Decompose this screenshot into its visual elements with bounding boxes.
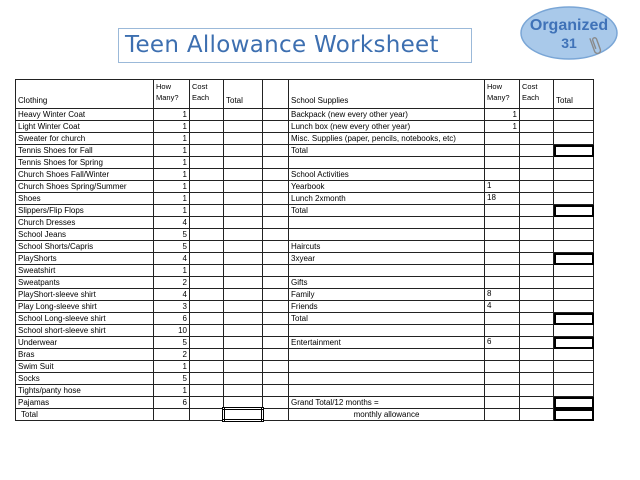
clothing-total[interactable] [224, 193, 263, 205]
expense-qty[interactable]: 1 [485, 181, 520, 193]
clothing-cost-each[interactable] [190, 121, 224, 133]
clothing-item: Shoes [16, 193, 154, 205]
clothing-total[interactable] [224, 181, 263, 193]
clothing-total[interactable] [224, 121, 263, 133]
clothing-cost-each[interactable] [190, 325, 224, 337]
cost-each-header: Cost Each [190, 80, 224, 109]
table-row [16, 217, 594, 229]
clothing-cost-each[interactable] [190, 157, 224, 169]
clothing-cost-each[interactable] [190, 337, 224, 349]
clothing-total[interactable] [224, 301, 263, 313]
expense-cost-each[interactable] [520, 169, 554, 181]
table-row [16, 289, 594, 301]
clothing-item: Sweater for church [16, 133, 154, 145]
expense-qty[interactable]: 1 [485, 109, 520, 121]
expense-item: Family [289, 289, 485, 301]
expense-qty[interactable]: 8 [485, 289, 520, 301]
clothing-cost-each[interactable] [190, 349, 224, 361]
expense-cost-each[interactable] [520, 229, 554, 241]
clothing-item: PlayShorts [16, 253, 154, 265]
clothing-total[interactable] [224, 145, 263, 157]
expense-item [289, 385, 485, 397]
clothing-total[interactable] [224, 349, 263, 361]
expense-cost-each[interactable] [520, 133, 554, 145]
expense-cost-each[interactable] [520, 361, 554, 373]
spacer-cell [263, 265, 289, 277]
spacer-cell [263, 313, 289, 325]
spacer-cell [263, 253, 289, 265]
clothing-cost-each[interactable] [190, 133, 224, 145]
expense-qty[interactable] [485, 133, 520, 145]
footer-qty-cell-right [485, 409, 520, 421]
spacer-cell [263, 169, 289, 181]
spacer-cell [263, 241, 289, 253]
table-row [16, 145, 594, 157]
expense-cost-each[interactable] [520, 373, 554, 385]
expense-cost-each[interactable] [520, 337, 554, 349]
spacer-cell [263, 289, 289, 301]
spacer-cell [263, 229, 289, 241]
clothing-qty[interactable]: 5 [154, 241, 190, 253]
expense-item: Entertainment [289, 337, 485, 349]
clothing-qty[interactable]: 1 [154, 265, 190, 277]
clothing-item: Church Shoes Fall/Winter [16, 169, 154, 181]
clothing-total[interactable] [224, 361, 263, 373]
table-row [16, 385, 594, 397]
clothing-qty[interactable]: 1 [154, 133, 190, 145]
expense-item [289, 361, 485, 373]
expense-cost-each[interactable] [520, 289, 554, 301]
clothing-qty[interactable]: 1 [154, 193, 190, 205]
clothing-total[interactable] [224, 385, 263, 397]
table-row [16, 265, 594, 277]
clothing-cost-each[interactable] [190, 313, 224, 325]
clothing-qty[interactable]: 6 [154, 313, 190, 325]
expense-item [289, 157, 485, 169]
expense-qty[interactable] [485, 325, 520, 337]
clothing-qty[interactable]: 4 [154, 253, 190, 265]
table-row [16, 397, 594, 409]
clothing-item: School Long-sleeve shirt [16, 313, 154, 325]
table-row [16, 325, 594, 337]
footer-total-label: Total [16, 409, 154, 421]
table-row [16, 253, 594, 265]
clothing-total[interactable] [224, 205, 263, 217]
expense-item: Yearbook [289, 181, 485, 193]
expense-total[interactable] [554, 205, 594, 217]
clothing-item: Church Shoes Spring/Summer [16, 181, 154, 193]
clothing-item: Slippers/Flip Flops [16, 205, 154, 217]
clothing-qty[interactable]: 1 [154, 181, 190, 193]
monthly-allowance-label: monthly allowance [289, 409, 485, 421]
spacer-cell [263, 361, 289, 373]
table-row [16, 229, 594, 241]
clothing-qty[interactable]: 1 [154, 121, 190, 133]
expense-cost-each[interactable] [520, 253, 554, 265]
expense-qty[interactable] [485, 361, 520, 373]
clothing-item: PlayShort-sleeve shirt [16, 289, 154, 301]
clothing-total[interactable] [224, 253, 263, 265]
expense-item: Friends [289, 301, 485, 313]
spacer-cell [263, 301, 289, 313]
spacer-cell [263, 121, 289, 133]
expense-qty[interactable] [485, 277, 520, 289]
clothing-total[interactable] [224, 397, 263, 409]
spacer-cell [263, 349, 289, 361]
clothing-qty[interactable]: 5 [154, 337, 190, 349]
spacer-cell [263, 157, 289, 169]
clothing-item: School Shorts/Capris [16, 241, 154, 253]
clothing-qty[interactable]: 1 [154, 145, 190, 157]
clothing-qty[interactable]: 1 [154, 109, 190, 121]
clothing-total[interactable] [224, 229, 263, 241]
expense-item: Backpack (new every other year) [289, 109, 485, 121]
clothing-item: Tights/panty hose [16, 385, 154, 397]
clothing-item: Tennis Shoes for Fall [16, 145, 154, 157]
expense-qty[interactable]: 1 [485, 121, 520, 133]
expense-item: 3xyear [289, 253, 485, 265]
expense-item: Gifts [289, 277, 485, 289]
clothing-cost-each[interactable] [190, 169, 224, 181]
clothing-header: Clothing [16, 80, 154, 109]
table-row [16, 361, 594, 373]
clothing-qty[interactable]: 3 [154, 301, 190, 313]
expense-cost-each[interactable] [520, 193, 554, 205]
spacer-cell [263, 80, 289, 109]
expense-item: Misc. Supplies (paper, pencils, notebooks, etc) [289, 133, 485, 145]
expense-item: Total [289, 145, 485, 157]
expense-total[interactable] [554, 265, 594, 277]
table-row [16, 133, 594, 145]
clothing-cost-each[interactable] [190, 205, 224, 217]
expense-total[interactable] [554, 325, 594, 337]
expense-total[interactable] [554, 145, 594, 157]
expense-cost-each[interactable] [520, 301, 554, 313]
clothing-item: Heavy Winter Coat [16, 109, 154, 121]
total-header-right: Total [554, 80, 594, 109]
clothing-cost-each[interactable] [190, 253, 224, 265]
clothing-item: Light Winter Coat [16, 121, 154, 133]
total-header: Total [224, 80, 263, 109]
expense-total[interactable] [554, 229, 594, 241]
expense-total[interactable] [554, 241, 594, 253]
expense-cost-each[interactable] [520, 241, 554, 253]
table-row [16, 313, 594, 325]
clothing-qty[interactable]: 2 [154, 349, 190, 361]
expense-total[interactable] [554, 361, 594, 373]
expense-total[interactable] [554, 193, 594, 205]
table-row [16, 169, 594, 181]
clothing-total[interactable] [224, 289, 263, 301]
expense-total[interactable] [554, 277, 594, 289]
table-row [16, 241, 594, 253]
expense-qty[interactable] [485, 157, 520, 169]
clothing-cost-each[interactable] [190, 193, 224, 205]
how-many-header-right: How Many? [485, 80, 520, 109]
clothing-cost-each[interactable] [190, 397, 224, 409]
expense-item [289, 229, 485, 241]
clothing-total[interactable] [224, 277, 263, 289]
footer-row [16, 409, 594, 421]
clothing-total[interactable] [224, 373, 263, 385]
clothing-qty[interactable]: 1 [154, 157, 190, 169]
expense-qty[interactable]: 18 [485, 193, 520, 205]
expense-cost-each[interactable] [520, 397, 554, 409]
expense-total[interactable] [554, 301, 594, 313]
expense-qty[interactable] [485, 145, 520, 157]
table-row [16, 109, 594, 121]
clothing-qty[interactable]: 5 [154, 373, 190, 385]
expense-total[interactable] [554, 169, 594, 181]
expense-total[interactable] [554, 373, 594, 385]
expense-total[interactable] [554, 253, 594, 265]
spacer-cell [263, 385, 289, 397]
monthly-allowance-cell[interactable] [554, 409, 594, 421]
cost-each-header-right: Cost Each [520, 80, 554, 109]
clothing-qty[interactable]: 1 [154, 205, 190, 217]
table-row [16, 349, 594, 361]
table-row [16, 157, 594, 169]
clothing-item: Socks [16, 373, 154, 385]
footer-cost-cell-right [520, 409, 554, 421]
expense-total[interactable] [554, 289, 594, 301]
expense-qty[interactable] [485, 253, 520, 265]
clothing-qty[interactable]: 6 [154, 397, 190, 409]
expense-total[interactable] [554, 109, 594, 121]
clothing-total[interactable] [224, 157, 263, 169]
header-row [16, 80, 594, 109]
expense-total[interactable] [554, 181, 594, 193]
footer-cost-cell [190, 409, 224, 421]
clothing-total[interactable] [224, 265, 263, 277]
clothing-total-cell[interactable] [224, 409, 263, 421]
table-row [16, 181, 594, 193]
clothing-item: Pajamas [16, 397, 154, 409]
expense-qty[interactable] [485, 349, 520, 361]
expense-item: Total [289, 205, 485, 217]
school-supplies-header: School Supplies [289, 80, 485, 109]
clothing-cost-each[interactable] [190, 229, 224, 241]
expense-cost-each[interactable] [520, 157, 554, 169]
clothing-qty[interactable]: 4 [154, 289, 190, 301]
spacer-cell [263, 337, 289, 349]
expense-cost-each[interactable] [520, 217, 554, 229]
clothing-item: Bras [16, 349, 154, 361]
expense-qty[interactable] [485, 205, 520, 217]
clothing-item: Sweatshirt [16, 265, 154, 277]
expense-item [289, 265, 485, 277]
expense-item: Lunch 2xmonth [289, 193, 485, 205]
clothing-cost-each[interactable] [190, 241, 224, 253]
expense-total[interactable] [554, 217, 594, 229]
expense-qty[interactable] [485, 217, 520, 229]
expense-qty[interactable]: 4 [485, 301, 520, 313]
expense-total[interactable] [554, 313, 594, 325]
expense-item [289, 349, 485, 361]
title-box [118, 28, 472, 63]
spacer-cell [263, 133, 289, 145]
expense-total[interactable] [554, 385, 594, 397]
table-row [16, 301, 594, 313]
clothing-total[interactable] [224, 325, 263, 337]
spacer-cell [263, 181, 289, 193]
worksheet-table [15, 79, 594, 422]
expense-cost-each[interactable] [520, 205, 554, 217]
expense-total[interactable] [554, 133, 594, 145]
clothing-total[interactable] [224, 241, 263, 253]
clothing-cost-each[interactable] [190, 277, 224, 289]
clothing-item: Church Dresses [16, 217, 154, 229]
table-row [16, 205, 594, 217]
table-row [16, 337, 594, 349]
clothing-item: School short-sleeve shirt [16, 325, 154, 337]
expense-item: Total [289, 313, 485, 325]
clothing-qty[interactable]: 4 [154, 217, 190, 229]
expense-qty[interactable] [485, 313, 520, 325]
expense-qty[interactable] [485, 373, 520, 385]
clothing-qty[interactable]: 1 [154, 385, 190, 397]
expense-cost-each[interactable] [520, 313, 554, 325]
expense-qty[interactable] [485, 169, 520, 181]
clothing-item: Play Long-sleeve shirt [16, 301, 154, 313]
clothing-cost-each[interactable] [190, 301, 224, 313]
clothing-cost-each[interactable] [190, 289, 224, 301]
expense-item [289, 217, 485, 229]
expense-cost-each[interactable] [520, 109, 554, 121]
table-row [16, 193, 594, 205]
expense-total[interactable] [554, 157, 594, 169]
expense-cost-each[interactable] [520, 385, 554, 397]
organized-31-logo [519, 5, 619, 63]
logo-line1: Organized [529, 17, 609, 34]
expense-cost-each[interactable] [520, 349, 554, 361]
spacer-cell [263, 409, 289, 421]
clothing-item: Underwear [16, 337, 154, 349]
spacer-cell [263, 373, 289, 385]
spacer-cell [263, 217, 289, 229]
clothing-item: Swim Suit [16, 361, 154, 373]
expense-item: Grand Total/12 months = [289, 397, 485, 409]
expense-qty[interactable] [485, 265, 520, 277]
expense-qty[interactable] [485, 385, 520, 397]
how-many-header: How Many? [154, 80, 190, 109]
expense-cost-each[interactable] [520, 121, 554, 133]
clothing-item: Tennis Shoes for Spring [16, 157, 154, 169]
clothing-item: Sweatpants [16, 277, 154, 289]
spacer-cell [263, 205, 289, 217]
expense-cost-each[interactable] [520, 325, 554, 337]
clothing-cost-each[interactable] [190, 217, 224, 229]
expense-item: Haircuts [289, 241, 485, 253]
expense-cost-each[interactable] [520, 181, 554, 193]
logo-line2: 31 [561, 35, 577, 51]
clothing-total[interactable] [224, 313, 263, 325]
expense-item [289, 325, 485, 337]
table-row [16, 373, 594, 385]
spacer-cell [263, 193, 289, 205]
footer-qty-cell [154, 409, 190, 421]
table-row [16, 121, 594, 133]
expense-item: School Activities [289, 169, 485, 181]
spacer-cell [263, 397, 289, 409]
expense-total[interactable] [554, 349, 594, 361]
spacer-cell [263, 109, 289, 121]
expense-cost-each[interactable] [520, 277, 554, 289]
expense-qty[interactable] [485, 241, 520, 253]
expense-item [289, 373, 485, 385]
clothing-cost-each[interactable] [190, 385, 224, 397]
expense-total[interactable] [554, 397, 594, 409]
clothing-cost-each[interactable] [190, 265, 224, 277]
expense-cost-each[interactable] [520, 145, 554, 157]
expense-cost-each[interactable] [520, 265, 554, 277]
spacer-cell [263, 277, 289, 289]
clothing-total[interactable] [224, 133, 263, 145]
clothing-cost-each[interactable] [190, 145, 224, 157]
clothing-cost-each[interactable] [190, 181, 224, 193]
clothing-qty[interactable]: 5 [154, 229, 190, 241]
page-title: Teen Allowance Worksheet [125, 32, 439, 58]
expense-qty[interactable]: 6 [485, 337, 520, 349]
spacer-cell [263, 325, 289, 337]
expense-total[interactable] [554, 337, 594, 349]
clothing-total[interactable] [224, 337, 263, 349]
clothing-qty[interactable]: 1 [154, 169, 190, 181]
clothing-qty[interactable]: 10 [154, 325, 190, 337]
expense-qty[interactable] [485, 397, 520, 409]
clothing-total[interactable] [224, 169, 263, 181]
clothing-item: School Jeans [16, 229, 154, 241]
clothing-cost-each[interactable] [190, 373, 224, 385]
clothing-qty[interactable]: 1 [154, 361, 190, 373]
clothing-total[interactable] [224, 217, 263, 229]
spacer-cell [263, 145, 289, 157]
clothing-qty[interactable]: 2 [154, 277, 190, 289]
expense-total[interactable] [554, 121, 594, 133]
clothing-cost-each[interactable] [190, 109, 224, 121]
expense-item: Lunch box (new every other year) [289, 121, 485, 133]
clothing-total[interactable] [224, 109, 263, 121]
table-row [16, 277, 594, 289]
expense-qty[interactable] [485, 229, 520, 241]
clothing-cost-each[interactable] [190, 361, 224, 373]
